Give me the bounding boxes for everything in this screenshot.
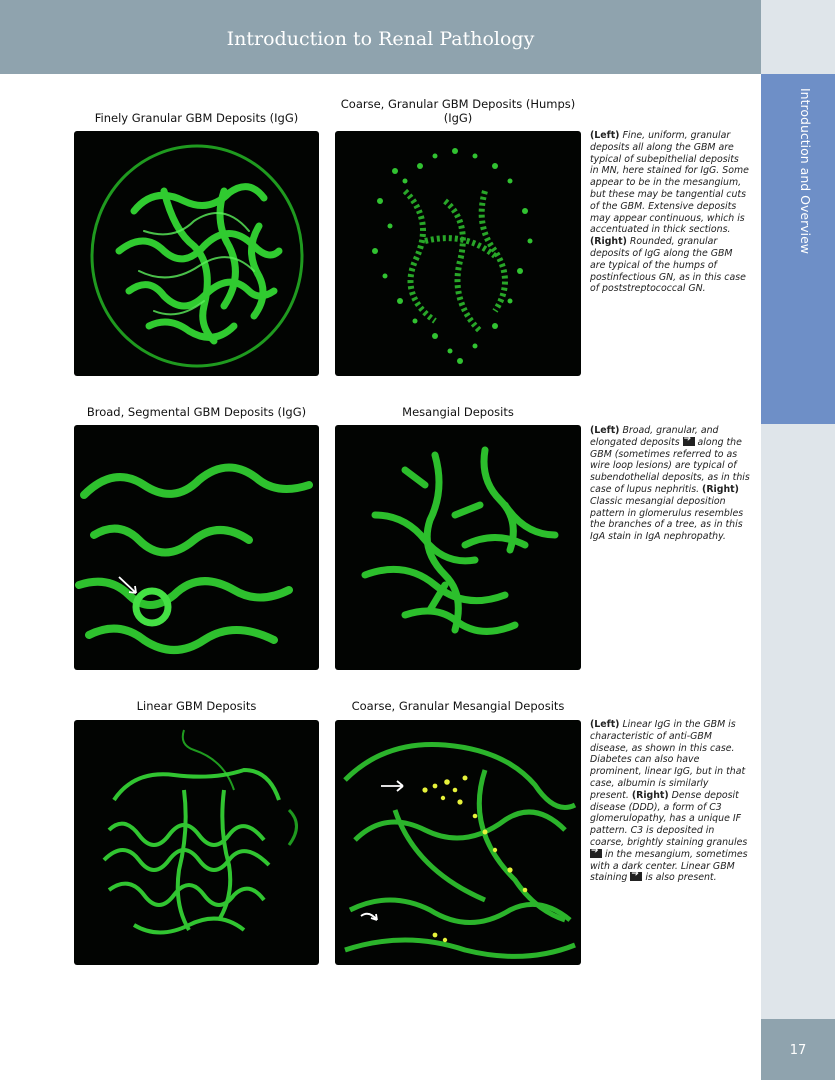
chapter-tab[interactable] <box>761 74 835 424</box>
micrograph-coarse-humps <box>335 131 581 376</box>
figure-title-finely-granular: Finely Granular GBM Deposits (IgG) <box>94 111 299 125</box>
page-header <box>0 0 761 74</box>
micrograph-linear <box>74 720 319 965</box>
page-number: 17 <box>789 1043 807 1058</box>
arrow-icon <box>630 872 642 881</box>
figure-title-coarse-mesangial: Coarse, Granular Mesangial Deposits <box>351 699 565 713</box>
micrograph-coarse-mesangial <box>335 720 581 965</box>
figure-title-mesangial: Mesangial Deposits <box>402 405 514 419</box>
chapter-tab-label: Introduction and Overview <box>798 88 813 255</box>
caption-row-2: (Left) Broad, granular, and elongated deposits ➔ along the GBM (sometimes referred to as wire loop lesions) are typical of subendothelial deposits, as in this case of lupus nephritis. (Right) Classic mesangial deposition pattern in glomerulus resembles the branches of a tree, as in this IgA stain in IgA nephropathy. <box>590 425 750 543</box>
sidebar-top <box>761 0 835 74</box>
micrograph-mesangial <box>335 425 581 670</box>
page-number-box <box>761 1019 835 1080</box>
caption-row-3: (Left) Linear IgG in the GBM is characteristic of anti-GBM disease, as shown in this case. Diabetes can also have prominent, linear IgG, but in that case, albumin is similarly present. (Right) Dense deposit disease (DDD), a form of C3 glomerulopathy, has a unique IF pattern. C3 is deposited in coarse, brightly staining granules ➔ in the mesangium, sometimes with a dark center. Linear GBM staining ➔ is also present. <box>590 719 750 884</box>
curved-arrow-icon <box>361 914 377 920</box>
running-title: Introduction to Renal Pathology <box>226 28 535 50</box>
arrow-icon <box>381 781 403 791</box>
micrograph-broad-segmental <box>74 425 319 670</box>
arrow-icon <box>590 849 602 858</box>
sidebar-strip <box>761 424 835 1019</box>
figure-title-linear: Linear GBM Deposits <box>136 699 257 713</box>
figure-title-coarse-humps: Coarse, Granular GBM Deposits (Humps) (IgG) <box>340 97 576 125</box>
arrow-icon <box>683 437 695 446</box>
figure-title-broad-segmental: Broad, Segmental GBM Deposits (IgG) <box>86 405 307 419</box>
caption-row-1: (Left) Fine, uniform, granular deposits all along the GBM are typical of subepithelial deposits in MN, here stained for IgG. Some appear to be in the mesangium, but these may be tangential cuts of the GBM. Extensive deposits may appear continuous, which is accentuated in thick sections. (Right) Rounded, granular deposits of IgG along the GBM are typical of the humps of postinfectious GN, as in this case of poststreptococcal GN. <box>590 130 749 295</box>
micrograph-finely-granular <box>74 131 319 376</box>
